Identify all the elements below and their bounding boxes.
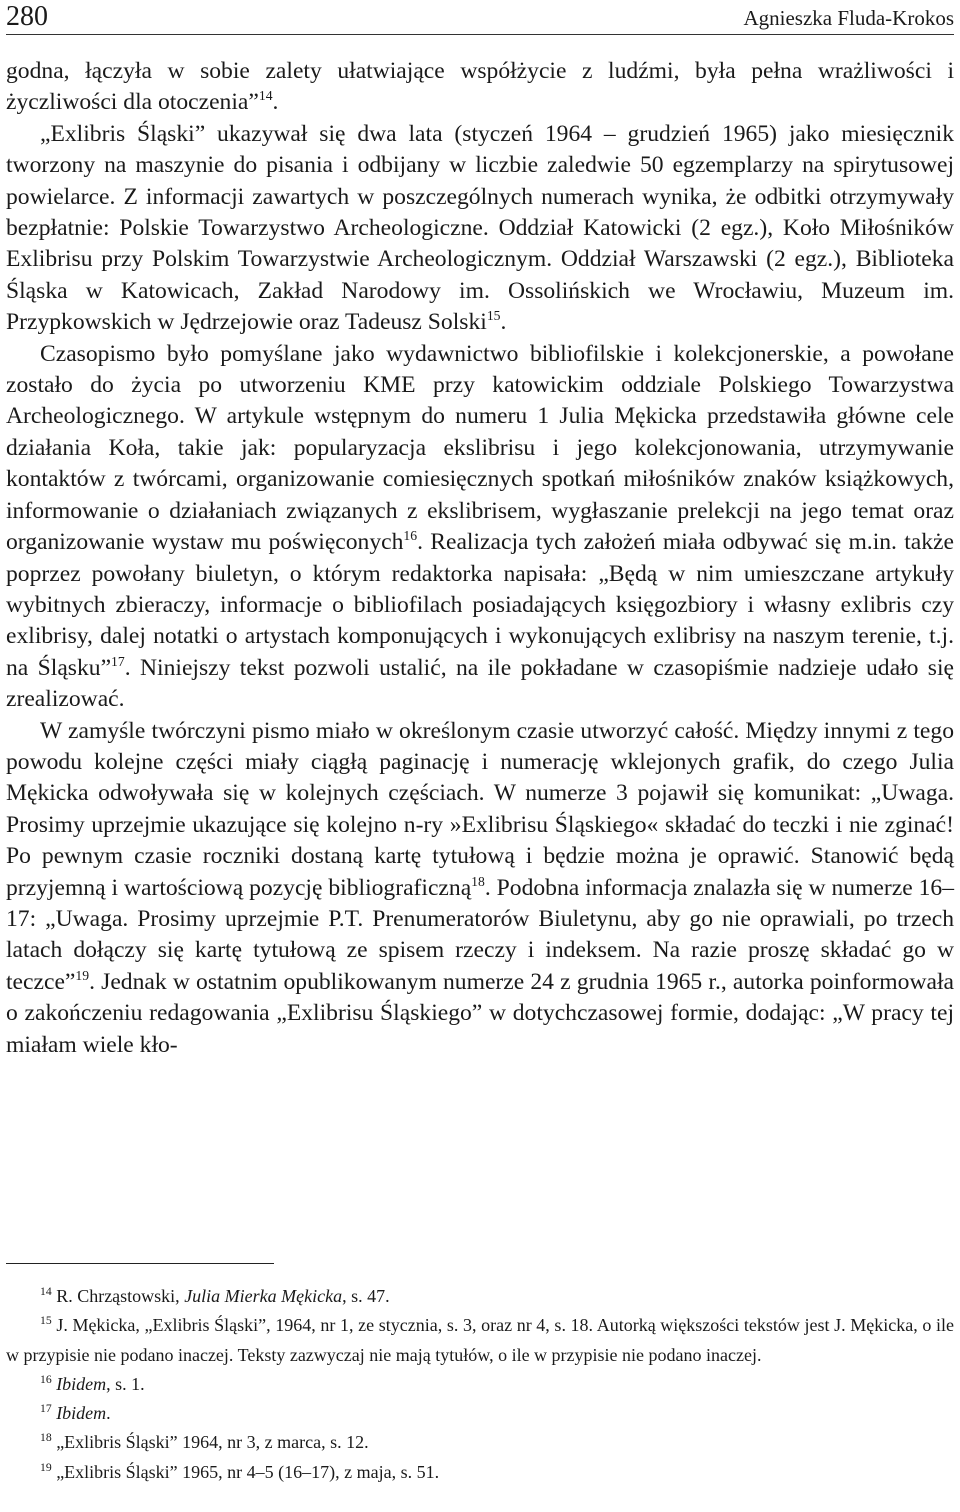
footnote-reference: 18 — [471, 873, 485, 889]
paragraph-1 — [6, 56, 954, 119]
footnote-number: 19 — [40, 1460, 52, 1474]
paragraph-text: Czasopismo było pomyślane jako wydawnictwo bibliofilskie i kolekcjonerskie, a powołane zostało do życia po utworzeniu KME przy katowickim oddziale Polskiego Towarzystwa Archeologicznego. W artykule wstępnym do numeru 1 Julia Mękicka przedstawiła główne cele działania Koła, takie jak: popularyzacja ekslibrisu i jego kolekcjonowania, utrzymywanie kontaktów z twórcami, organizowanie comiesięcznych spotkań miłośników znaków książkowych, informowanie o działaniach związanych z ekslibrisem, wygłaszanie prelekcji na jego temat oraz organizowanie wystaw mu poświęconych — [6, 340, 954, 556]
footnote-18 — [6, 1428, 954, 1457]
footnote-number: 15 — [40, 1314, 52, 1328]
footnote-title: Ibidem — [56, 1403, 107, 1424]
footnote-number: 18 — [40, 1431, 52, 1445]
main-text — [6, 56, 954, 1061]
footnote-number: 14 — [40, 1285, 52, 1298]
footnote-14 — [6, 1282, 954, 1311]
paragraph-text: . Podobna informacja znalazła się w numerze 16–17: „Uwaga. Prosimy uprzejmie P.T. Prenumeratorów Biuletynu, aby go nie oprawiali, po trzech latach dołączy się kartę tytułową ze spisem rzeczy i indeksem. Na razie proszę składać go w teczce” — [6, 874, 954, 995]
footnote-number: 17 — [40, 1402, 52, 1416]
page-header — [6, 0, 954, 35]
footnote-17 — [6, 1399, 954, 1428]
paragraph-text: . — [272, 89, 279, 116]
paragraph-4 — [6, 716, 954, 1061]
footnote-text: , s. 47. — [342, 1286, 390, 1306]
footnote-reference: 14 — [258, 88, 273, 104]
footnote-text: „Exlibris Śląski” 1964, nr 3, z marca, s. 12. — [56, 1432, 369, 1453]
paragraph-text: . — [500, 309, 507, 336]
footnote-reference: 15 — [486, 308, 501, 324]
footnote-reference: 17 — [111, 653, 125, 669]
paragraph-3 — [6, 339, 954, 716]
footnote-15 — [6, 1311, 954, 1370]
footnote-text: J. Mękicka, „Exlibris Śląski”, 1964, nr 1, ze stycznia, s. 3, oraz nr 4, s. 18. Autorką większości tekstów jest J. Mękicka, o ile w przypisie nie podano inaczej. Teksty zazwyczaj nie mają tytułów, o ile w przypisie nie podano inaczej. — [6, 1315, 954, 1365]
paragraph-text: . Jednak w ostatnim opublikowanym numerze 24 z grudnia 1965 r., autorka poinformowała o zakończeniu redagowania „Exlibrisu Śląskiego” w dotychczasowej formie, dodając: „W pracy tej miałam wiele kło- — [6, 968, 954, 1058]
footnote-text: „Exlibris Śląski” 1965, nr 4–5 (16–17), z maja, s. 51. — [56, 1461, 440, 1482]
footnote-number: 16 — [40, 1372, 52, 1386]
footnote-16 — [6, 1370, 954, 1399]
paragraph-text: . Realizacja tych założeń miała odbywać się m.in. także poprzez powołany biuletyn, o którym redaktorka napisała: „Będą w nim umieszczane artykuły wybitnych zbieraczy, informacje o bibliofilach posiadających księgozbiory i własny exlibris czy exlibrisy, dalej notatki o artystach komponujących i wykonujących exlibrisy na naszym terenie, t.j. na Śląsku” — [6, 529, 954, 681]
paragraph-2 — [6, 119, 954, 339]
footnote-reference: 16 — [403, 528, 418, 544]
footnote-text: . — [106, 1403, 111, 1424]
footnote-text: , s. 1. — [106, 1373, 145, 1394]
footnote-19 — [6, 1458, 954, 1487]
footnote-separator — [6, 1263, 274, 1264]
footnote-title: Ibidem — [56, 1373, 107, 1394]
paragraph-text: . Niniejszy tekst pozwoli ustalić, na ile pokładane w czasopiśmie nadzieje udało się zrealizować. — [6, 654, 954, 713]
running-head-author: Agnieszka Fluda-Krokos — [743, 6, 954, 30]
footnote-title: Julia Mierka Mękicka — [184, 1286, 343, 1306]
footnotes — [6, 1282, 954, 1487]
footnote-reference: 19 — [75, 967, 90, 983]
paragraph-text: „Exlibris Śląski” ukazywał się dwa lata (styczeń 1964 – grudzień 1965) jako miesięcznik tworzony na maszynie do pisania i odbijany w liczbie zaledwie 50 egzemplarzy na spirytusowej powielarce. Z informacji zawartych w poszczególnych numerach wynika, że odbitki otrzymywały bezpłatnie: Polskie Towarzystwo Archeologiczne. Oddział Katowicki (2 egz.), Koło Miłośników Exlibrisu przy Polskim Towarzystwie Archeologicznym. Oddział Warszawski (2 egz.), Biblioteka Śląska w Katowicach, Zakład Narodowy im. Ossolińskich we Wrocławiu, Muzeum im. Przypkowskich w Jędrzejowie oraz Tadeusz Solski — [6, 120, 954, 336]
footnote-text: R. Chrząstowski, — [56, 1286, 185, 1306]
page-number: 280 — [6, 1, 48, 32]
paragraph-text: godna, łączyła w sobie zalety ułatwiające współżycie z ludźmi, była pełna wrażliwości i życzliwości dla otoczenia” — [6, 58, 954, 116]
paragraph-text: W zamyśle twórczyni pismo miało w określonym czasie utworzyć całość. Między innymi z tego powodu kolejne części miały ciągłą paginację i numerację wklejonych grafik, do czego Julia Mękicka odwoływała się w kolejnych częściach. W numerze 3 pojawił się komunikat: „Uwaga. Prosimy uprzejmie ukazujące się kolejno n-ry »Exlibrisu Śląskiego« składać do teczki i nie zginać! Po pewnym czasie roczniki dostaną kartę tytułową i będzie można je oprawić. Stanowić będą przyjemną i wartościową pozycję bibliograficzną — [6, 717, 954, 901]
